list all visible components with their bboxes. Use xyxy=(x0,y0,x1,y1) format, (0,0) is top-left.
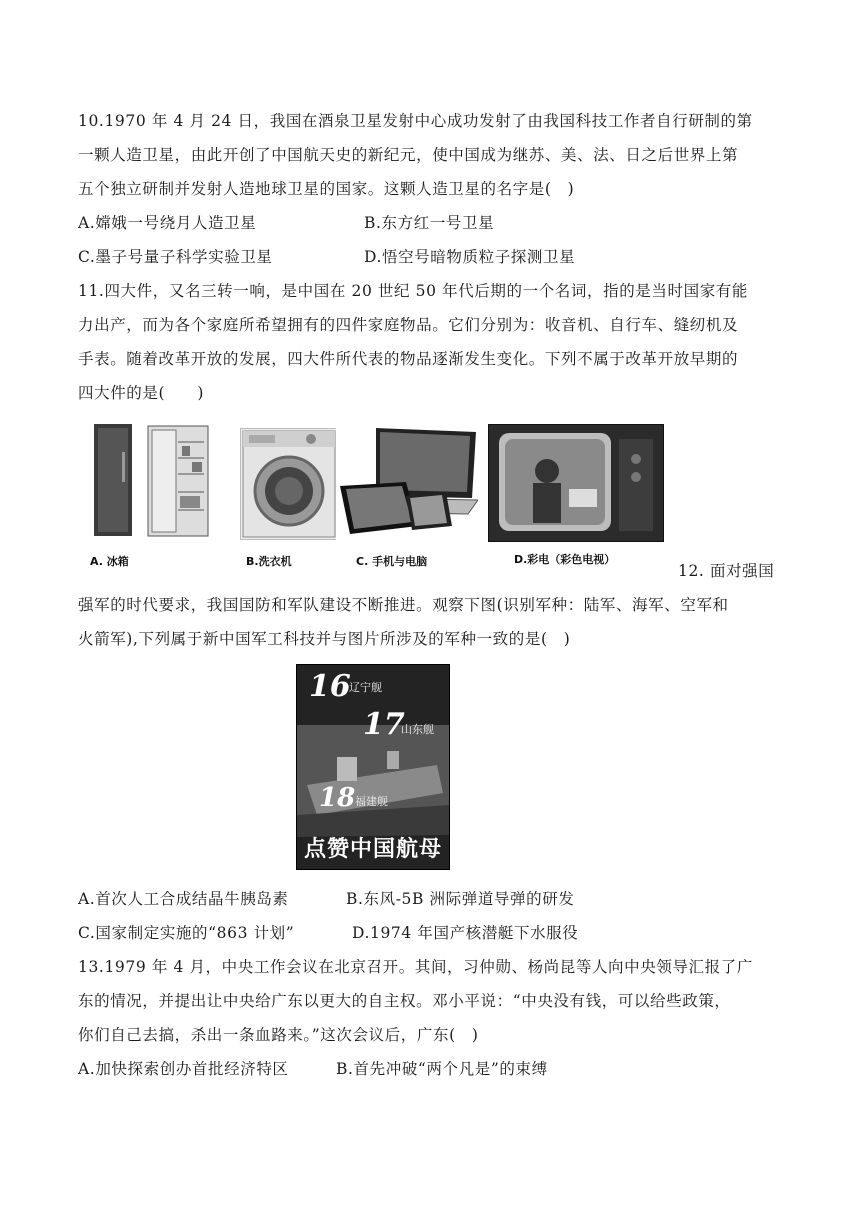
poster-ship-shandong: 山东舰 xyxy=(401,723,434,736)
phone-computer-image xyxy=(336,426,478,540)
poster-number-16: 16 xyxy=(309,669,351,704)
q11-stem-line-3: 手表。随着改革开放的发展，四大件所代表的物品逐渐发生变化。下列不属于改革开放早期的 xyxy=(78,350,739,368)
q13-stem-line-3: 你们自己去搞，杀出一条血路来。”这次会议后，广东( ) xyxy=(78,1026,479,1044)
q10-option-b: B.东方红一号卫星 xyxy=(364,214,495,232)
q10-option-c: C.墨子号量子科学实验卫星 xyxy=(78,248,273,266)
q13-option-b: B.首先冲破“两个凡是”的束缚 xyxy=(336,1060,548,1078)
q11-image-b-caption: B.洗衣机 xyxy=(246,555,292,568)
q11-stem-line-4: 四大件的是( ) xyxy=(78,384,204,402)
poster-ship-fujian: 福建舰 xyxy=(355,795,388,808)
q10-stem-line-3: 五个独立研制并发射人造地球卫星的国家。这颗人造卫星的名字是( ) xyxy=(78,180,575,198)
q12-stem-line-3: 火箭军),下列属于新中国军工科技并与图片所涉及的军种一致的是( ) xyxy=(78,630,571,648)
q11-image-d-caption: D.彩电（彩色电视） xyxy=(514,553,616,566)
poster-number-17: 17 xyxy=(363,707,405,742)
q12-option-b: B.东风-5B 洲际弹道导弹的研发 xyxy=(346,890,575,908)
washing-machine-image xyxy=(240,428,338,540)
poster-title: 点赞中国航母 xyxy=(303,837,442,862)
q11-image-a-caption: A. 冰箱 xyxy=(90,555,129,568)
q13-stem-line-1: 13.1979 年 4 月，中央工作会议在北京召开。其间，习仲勋、杨尚昆等人向中央领导汇报了广 xyxy=(78,958,753,976)
q12-stem-line-1: 12. 面对强国 xyxy=(678,562,775,580)
q10-stem-line-2: 一颗人造卫星，由此开创了中国航天史的新纪元，使中国成为继苏、美、法、日之后世界上第 xyxy=(78,146,739,164)
q10-option-a: A.嫦娥一号绕月人造卫星 xyxy=(78,214,257,232)
q10-option-d: D.悟空号暗物质粒子探测卫星 xyxy=(364,248,576,266)
q12-stem-line-2: 强军的时代要求，我国国防和军队建设不断推进。观察下图(识别军种：陆军、海军、空军和 xyxy=(78,596,729,614)
aircraft-carrier-poster xyxy=(296,664,450,870)
q11-stem-line-1: 11.四大件，又名三转一响，是中国在 20 世纪 50 年代后期的一个名词，指的是当时国家有能 xyxy=(78,282,749,300)
fridge-image xyxy=(86,422,216,540)
color-tv-image xyxy=(488,424,664,542)
poster-ship-liaoning: 辽宁舰 xyxy=(349,681,382,694)
poster-number-18: 18 xyxy=(319,783,356,813)
q13-option-a: A.加快探索创办首批经济特区 xyxy=(78,1060,289,1078)
q12-option-d: D.1974 年国产核潜艇下水服役 xyxy=(352,924,579,942)
q12-option-a: A.首次人工合成结晶牛胰岛素 xyxy=(78,890,289,908)
q12-option-c: C.国家制定实施的“863 计划” xyxy=(78,924,295,942)
q11-image-c-caption: C. 手机与电脑 xyxy=(356,555,428,568)
q11-stem-line-2: 力出产，而为各个家庭所希望拥有的四件家庭物品。它们分别为：收音机、自行车、缝纫机及 xyxy=(78,316,739,334)
q10-stem-line-1: 10.1970 年 4 月 24 日，我国在酒泉卫星发射中心成功发射了由我国科技工作者自行研制的第 xyxy=(78,112,753,130)
q13-stem-line-2: 东的情况，并提出让中央给广东以更大的自主权。邓小平说：“中央没有钱，可以给些政策， xyxy=(78,992,731,1010)
